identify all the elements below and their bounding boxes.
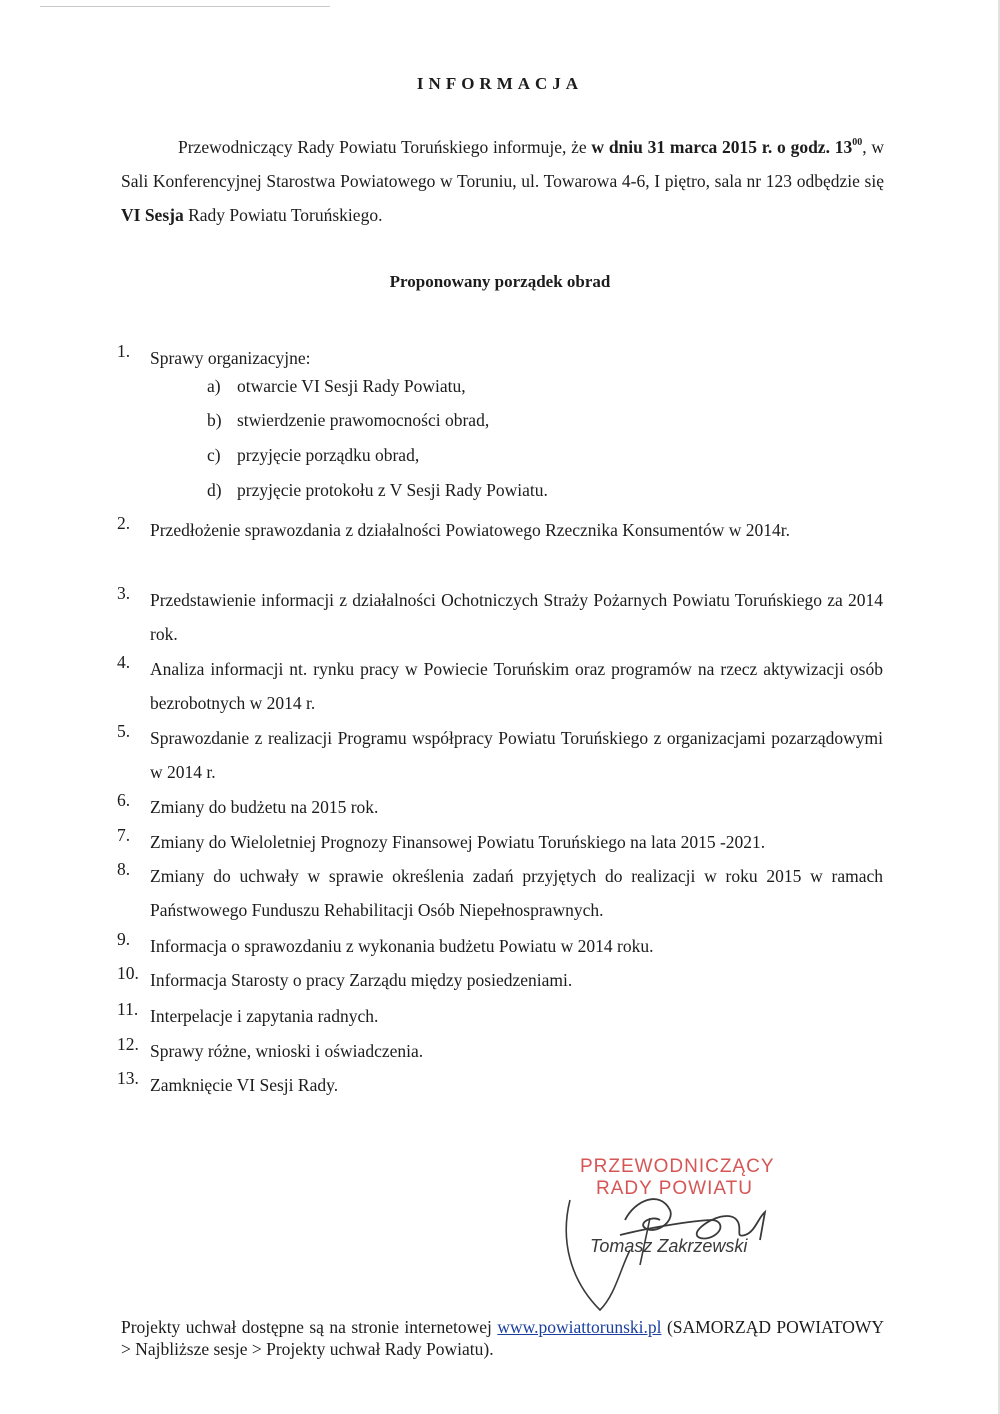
intro-text-2: , w Sali Konferencyjnej Starostwa Powiatowego w Toruniu, ul. Towarowa 4-6, I piętro, sala nr 123 odbędzie się (121, 137, 884, 191)
intro-date: w dniu 31 marca 2015 r. o godz. 13 (591, 137, 853, 157)
agenda-item-number: 4. (117, 652, 131, 672)
footer-text-2: (SAMORZĄD POWIATOWY > Najbliższe sesje > Projekty uchwał Rady Powiatu). (121, 1317, 885, 1359)
footer-text-1: Projekty uchwał dostępne są na stronie internetowej (121, 1317, 498, 1337)
agenda-subitem-letter: b) (207, 410, 222, 430)
agenda-item-number: 7. (117, 825, 131, 845)
agenda-item-text: Zmiany do budżetu na 2015 rok. (150, 797, 379, 817)
agenda-subitem-letter: a) (207, 376, 221, 396)
agenda-subitem-text: otwarcie VI Sesji Rady Powiatu, (237, 376, 466, 396)
agenda-item-text: Informacja Starosty o pracy Zarządu między posiedzeniami. (150, 970, 573, 990)
agenda-item-text: Informacja o sprawozdaniu z wykonania budżetu Powiatu w 2014 roku. (150, 936, 654, 956)
agenda-item-number: 10. (117, 963, 139, 983)
agenda-item-text: Zmiany do Wieloletniej Prognozy Finansowej Powiatu Toruńskiego na lata 2015 -2021. (150, 832, 766, 852)
website-link[interactable]: www.powiattorunski.pl (497, 1317, 662, 1337)
handwritten-signature (560, 1160, 820, 1320)
intro-paragraph (121, 130, 884, 232)
agenda-subitem-letter: d) (207, 480, 222, 500)
intro-time-sup: 00 (852, 137, 863, 148)
agenda-item-number: 1. (117, 341, 131, 361)
document-title: INFORMACJA (416, 74, 584, 93)
agenda-subitem-text: przyjęcie porządku obrad, (237, 445, 420, 465)
agenda-item-text: Przedstawienie informacji z działalności Ochotniczych Straży Pożarnych Powiatu Toruńskiego za 2014 rok. (150, 590, 883, 644)
agenda-subitem-text: stwierdzenie prawomocności obrad, (237, 410, 490, 430)
agenda-item-text: Sprawy organizacyjne: (150, 348, 311, 368)
footer-note (121, 1316, 884, 1360)
agenda-subitem-letter: c) (207, 445, 221, 465)
agenda-item-number: 9. (117, 929, 131, 949)
intro-text-3: Rady Powiatu Toruńskiego. (183, 205, 383, 225)
agenda-subitem-text: przyjęcie protokołu z V Sesji Rady Powiatu. (237, 480, 548, 500)
stamp-name: Tomasz Zakrzewski (590, 1236, 748, 1256)
agenda-item-number: 11. (117, 999, 139, 1019)
agenda-heading: Proponowany porządek obrad (389, 272, 611, 291)
agenda-item-text: Zmiany do uchwały w sprawie określenia zadań przyjętych do realizacji w roku 2015 w ramach Państwowego Funduszu Rehabilitacji Osób Niepełnosprawnych. (150, 866, 883, 920)
agenda-item-number: 12. (117, 1034, 139, 1054)
agenda-item-text: Sprawozdanie z realizacji Programu współpracy Powiatu Toruńskiego z organizacjami pozarządowymi w 2014 r. (150, 728, 883, 782)
agenda-item-number: 13. (117, 1068, 139, 1088)
agenda-item-text: Interpelacje i zapytania radnych. (150, 1006, 379, 1026)
agenda-item-text: Zamknięcie VI Sesji Rady. (150, 1075, 339, 1095)
agenda-item-text: Przedłożenie sprawozdania z działalności Powiatowego Rzecznika Konsumentów w 2014r. (150, 520, 791, 540)
agenda-item-number: 5. (117, 721, 131, 741)
intro-text-1: Przewodniczący Rady Powiatu Toruńskiego informuje, że (178, 137, 592, 157)
agenda-item-number: 2. (117, 513, 131, 533)
agenda-item-number: 8. (117, 859, 131, 879)
agenda-item-text: Analiza informacji nt. rynku pracy w Powiecie Toruńskim oraz programów na rzecz aktywizacji osób bezrobotnych w 2014 r. (150, 659, 883, 713)
intro-session: VI Sesja (121, 205, 184, 225)
agenda-item-number: 6. (117, 790, 131, 810)
agenda-item-text: Sprawy różne, wnioski i oświadczenia. (150, 1041, 424, 1061)
stamp-line-2: RADY POWIATU (596, 1178, 753, 1199)
stamp-line-1: PRZEWODNICZĄCY (580, 1156, 775, 1177)
agenda-item-number: 3. (117, 583, 131, 603)
